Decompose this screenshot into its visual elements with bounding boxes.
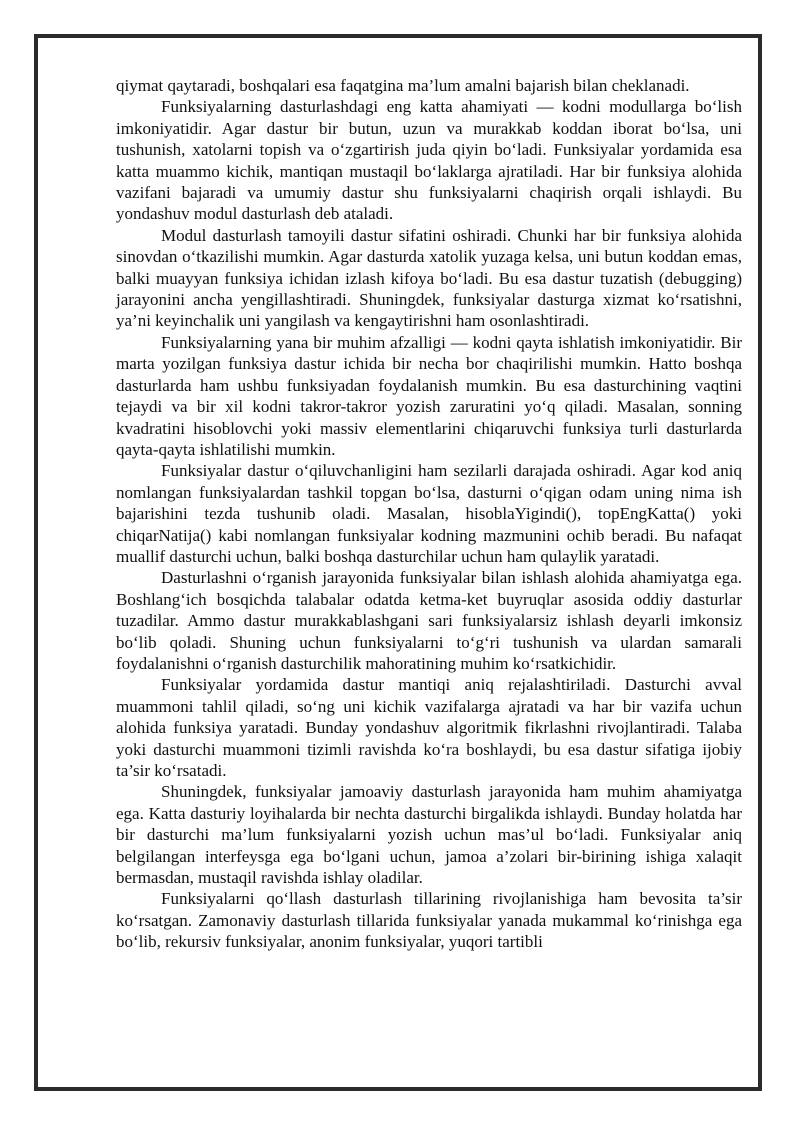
- paragraph-6: Dasturlashni o‘rganish jarayonida funksiyalar bilan ishlash alohida ahamiyatga ega. Boshlang‘ich bosqichda talabalar odatda ketma-ket buyruqlar asosida oddiy dasturlar tuzadilar. Ammo dastur murakkablashgani sari funksiyalarsiz ishlash deyarli imkonsiz bo‘lib qoladi. Shuning uchun funksiyalarni to‘g‘ri tushunish va ulardan samarali foydalanishni o‘rganish dasturchilik mahoratining muhim ko‘rsatkichidir.: [116, 568, 742, 673]
- paragraph-4: Funksiyalarning yana bir muhim afzalligi — kodni qayta ishlatish imkoniyatidir. Bir marta yozilgan funksiya dastur ichida bir necha bor chaqirilishi mumkin. Hatto boshqa dasturlarda ham ushbu funksiyadan foydalanish mumkin. Bu esa dasturchining vaqtini tejaydi va bir xil kodni takror-takror yozish zaruratini yo‘q qiladi. Masalan, sonning kvadratini hisoblovchi yoki massiv elementlarini chiqaruvchi funksiya turli dasturlarda qayta-qayta ishlatilishi mumkin.: [116, 332, 742, 459]
- paragraph-5: Funksiyalar dastur o‘qiluvchanligini ham sezilarli darajada oshiradi. Agar kod aniq nomlangan funksiyalardan tashkil topgan bo‘lsa, dasturni o‘qigan odam uning nima ish bajarishini tezda tushunib oladi. Masalan, hisoblaYigindi(), topEngKatta() yoki chiqarNatija() kabi nomlangan funksiyalar kodning mazmunini ochib beradi. Bu nafaqat muallif dasturchi uchun, balki boshqa dasturchilar uchun ham qulaylik yaratadi.: [116, 461, 742, 566]
- paragraph-1: qiymat qaytaradi, boshqalari esa faqatgina ma’lum amalni bajarish bilan cheklanadi.: [116, 76, 690, 95]
- paragraph-8: Shuningdek, funksiyalar jamoaviy dasturlash jarayonida ham muhim ahamiyatga ega. Katta dasturiy loyihalarda bir nechta dasturchi birgalikda ishlaydi. Bunday holatda har bir dasturchi ma’lum funksiyalarni yozish uchun mas’ul bo‘ladi. Funksiyalar aniq belgilangan interfeysga ega bo‘lgani uchun, jamoa a’zolari bir-birining ishiga xalaqit bermasdan, mustaqil ravishda ishlay oladilar.: [116, 782, 742, 888]
- paragraph-2: Funksiyalarning dasturlashdagi eng katta ahamiyati — kodni modullarga bo‘lish imkoniyatidir. Agar dastur bir butun, uzun va murakkab koddan iborat bo‘lsa, uni tushunish, xatolarni topish va o‘zgartirish juda qiyin bo‘ladi. Funksiyalar yordamida esa katta muammo kichik, mantiqan mustaqil bo‘laklarga ajratiladi. Har bir funksiya alohida vazifani bajaradi va umumiy dastur shu funksiyalarni chaqirish orqali ishlaydi. Bu yondashuv modul dasturlash deb ataladi.: [116, 97, 742, 224]
- paragraph-7: Funksiyalar yordamida dastur mantiqi aniq rejalashtiriladi. Dasturchi avval muammoni tahlil qiladi, so‘ng uni kichik vazifalarga ajratadi va har bir vazifa uchun alohida funksiya yaratadi. Bunday yondashuv algoritmik fikrlashni rivojlantiradi. Talaba yoki dasturchi muammoni tizimli ravishda ko‘ra boshlaydi, bu esa dastur sifatiga ijobiy ta’sir ko‘rsatadi.: [116, 675, 742, 780]
- paragraph-9: Funksiyalarni qo‘llash dasturlash tillarining rivojlanishiga ham bevosita ta’sir ko‘rsatgan. Zamonaviy dasturlash tillarida funksiyalar yanada mukammal ko‘rinishga ega bo‘lib, rekursiv funksiyalar, anonim funksiyalar, yuqori tartibli: [116, 889, 742, 952]
- document-body: [116, 75, 742, 953]
- paragraph-3: Modul dasturlash tamoyili dastur sifatini oshiradi. Chunki har bir funksiya alohida sinovdan o‘tkazilishi mumkin. Agar dasturda xatolik yuzaga kelsa, uni butun koddan emas, balki muayyan funksiya ichidan izlash kifoya bo‘ladi. Bu esa dastur tuzatish (debugging) jarayonini ancha yengillashtiradi. Shuningdek, funksiyalar dasturga xizmat ko‘rsatishni, ya’ni keyinchalik uni yangilash va kengaytirishni ham osonlashtiradi.: [116, 225, 742, 331]
